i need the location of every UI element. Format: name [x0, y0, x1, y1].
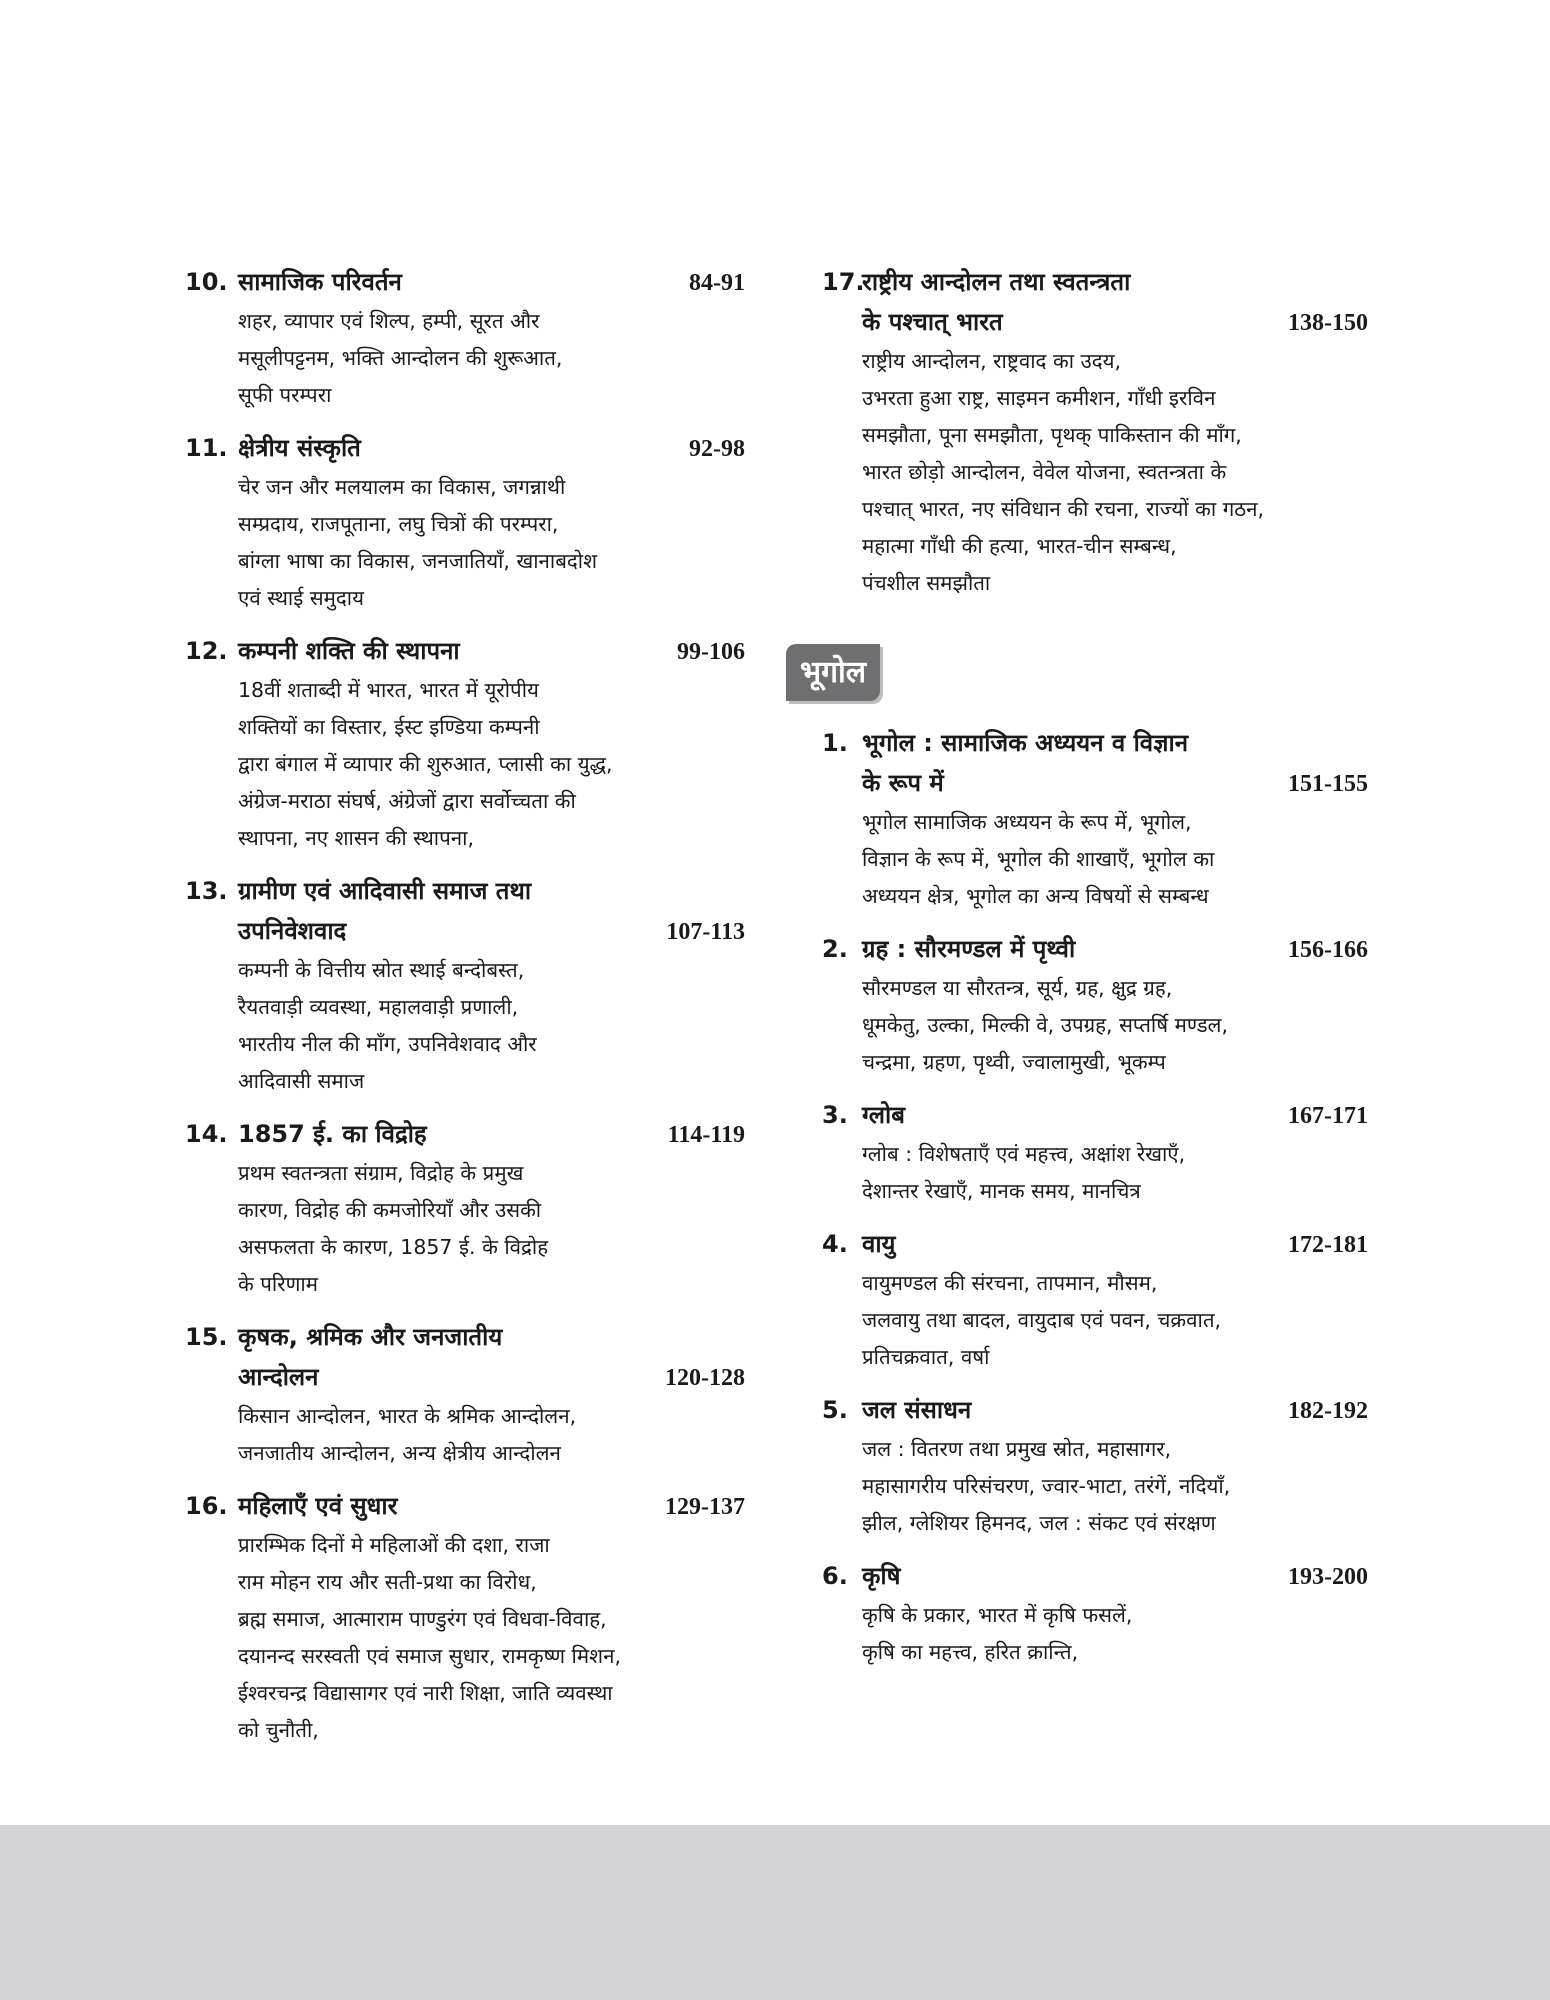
- topics-line: पंचशील समझौता: [862, 571, 991, 595]
- chapter-title: [862, 723, 1368, 804]
- topics-line: महात्मा गाँधी की हत्या, भारत-चीन सम्बन्ध,: [862, 534, 1177, 558]
- topics-line: पश्चात् भारत, नए संविधान की रचना, राज्यों का गठन,: [862, 497, 1265, 521]
- footer-band: [0, 1825, 1550, 2000]
- chapter-topics: [862, 1431, 1368, 1542]
- chapter-title-line: [862, 262, 1368, 302]
- page-range: 120-128: [665, 1365, 745, 1391]
- toc-entry-heading: [185, 1317, 745, 1398]
- topics-line: दयानन्द सरस्वती एवं समाज सुधार, रामकृष्ण मिशन,: [238, 1644, 621, 1668]
- chapter-title-text: भूगोल : सामाजिक अध्ययन व विज्ञान: [862, 729, 1189, 757]
- topics-line: कृषि के प्रकार, भारत में कृषि फसलें,: [862, 1603, 1133, 1627]
- topics-line: ईश्वरचन्द्र विद्यासागर एवं नारी शिक्षा, जाति व्यवस्था: [238, 1681, 613, 1705]
- chapter-title-text: के रूप में: [862, 769, 944, 797]
- chapter-number: 10.: [185, 268, 228, 296]
- chapter-topics: [238, 303, 745, 414]
- page-range: 138-150: [1288, 310, 1368, 336]
- toc-entry-heading: [808, 1390, 1368, 1431]
- page-range: 167-171: [1288, 1103, 1368, 1129]
- chapter-title-text: राष्ट्रीय आन्दोलन तथा स्वतन्त्रता: [862, 268, 1131, 296]
- toc-entry-heading: [808, 1556, 1368, 1597]
- chapter-title-text: महिलाएँ एवं सुधार: [238, 1492, 398, 1520]
- chapter-title: [238, 1486, 745, 1527]
- chapter-number: 11.: [185, 434, 228, 462]
- topics-line: स्थापना, नए शासन की स्थापना,: [238, 826, 474, 850]
- chapter-title-line: [862, 723, 1368, 763]
- chapter-topics: [238, 1155, 745, 1303]
- toc-entry: [808, 929, 1368, 1081]
- topics-line: शहर, व्यापार एवं शिल्प, हम्पी, सूरत और: [238, 309, 540, 333]
- contents-right-column: [800, 262, 1368, 1685]
- chapter-topics: [862, 970, 1368, 1081]
- topics-line: चेर जन और मलयालम का विकास, जगन्नाथी: [238, 475, 566, 499]
- chapter-title-text: 1857 ई. का विद्रोह: [238, 1120, 427, 1148]
- chapter-title: [238, 428, 745, 469]
- chapter-title-line: [862, 929, 1368, 970]
- page-range: 84-91: [689, 270, 745, 296]
- topics-line: जनजातीय आन्दोलन, अन्य क्षेत्रीय आन्दोलन: [238, 1441, 561, 1465]
- topics-line: महासागरीय परिसंचरण, ज्वार-भाटा, तरंगें, नदियाँ,: [862, 1474, 1231, 1498]
- contents-left-column: [185, 262, 745, 1763]
- chapter-title-text: ग्लोब: [862, 1101, 905, 1129]
- topics-line: उभरता हुआ राष्ट्र, साइमन कमीशन, गाँधी इरविन: [862, 386, 1216, 410]
- toc-entry: [808, 1224, 1368, 1376]
- topics-line: असफलता के कारण, 1857 ई. के विद्रोह: [238, 1235, 549, 1259]
- chapter-title-line: [238, 871, 745, 911]
- chapter-number: 16.: [185, 1492, 228, 1520]
- topics-line: भारत छोड़ो आन्दोलन, वेवेल योजना, स्वतन्त्रता के: [862, 460, 1227, 484]
- chapter-title-line: [238, 428, 745, 469]
- page-range: 107-113: [666, 919, 745, 945]
- chapter-title: [862, 929, 1368, 970]
- topics-line: द्वारा बंगाल में व्यापार की शुरुआत, प्लासी का युद्ध,: [238, 752, 613, 776]
- chapter-number: 2.: [822, 935, 848, 963]
- chapter-title-line: [862, 1095, 1368, 1136]
- chapter-title-line: [238, 1357, 745, 1398]
- chapter-topics: [862, 343, 1368, 602]
- section-heading-geography: भूगोल: [786, 644, 880, 701]
- toc-entry: [185, 631, 745, 857]
- topics-line: देशान्तर रेखाएँ, मानक समय, मानचित्र: [862, 1179, 1141, 1203]
- chapter-number: 14.: [185, 1120, 228, 1148]
- toc-entry: [808, 1556, 1368, 1671]
- topics-line: सम्प्रदाय, राजपूताना, लघु चित्रों की परम्परा,: [238, 512, 559, 536]
- chapter-title-text: के पश्चात् भारत: [862, 308, 1003, 336]
- chapter-topics: [238, 672, 745, 857]
- chapter-topics: [862, 1136, 1368, 1210]
- page-range: 193-200: [1288, 1564, 1368, 1590]
- toc-entry: [808, 1390, 1368, 1542]
- page-range: 129-137: [665, 1494, 745, 1520]
- page-range: 92-98: [689, 436, 745, 462]
- chapter-title-text: ग्रह : सौरमण्डल में पृथ्वी: [862, 935, 1076, 963]
- chapter-title-text: कृषक, श्रमिक और जनजातीय: [238, 1323, 503, 1351]
- chapter-number: 6.: [822, 1562, 848, 1590]
- chapter-title-line: [862, 763, 1368, 804]
- chapter-number: 5.: [822, 1396, 848, 1424]
- topics-line: रैयतवाड़ी व्यवस्था, महालवाड़ी प्रणाली,: [238, 995, 519, 1019]
- toc-entry: [185, 871, 745, 1100]
- chapter-title-text: ग्रामीण एवं आदिवासी समाज तथा: [238, 877, 532, 905]
- toc-entry-heading: [185, 1486, 745, 1527]
- toc-entry: [185, 262, 745, 414]
- chapter-title-line: [238, 911, 745, 952]
- topics-line: एवं स्थाई समुदाय: [238, 586, 365, 610]
- topics-line: राष्ट्रीय आन्दोलन, राष्ट्रवाद का उदय,: [862, 349, 1122, 373]
- chapter-topics: [238, 952, 745, 1100]
- chapter-title: [238, 262, 745, 303]
- history-continued-list: [808, 262, 1368, 602]
- chapter-title-line: [238, 1486, 745, 1527]
- toc-entry: [185, 1114, 745, 1303]
- topics-line: समझौता, पूना समझौता, पृथक् पाकिस्तान की माँग,: [862, 423, 1242, 447]
- chapter-topics: [862, 804, 1368, 915]
- page-range: 151-155: [1288, 771, 1368, 797]
- toc-entry-heading: [185, 262, 745, 303]
- chapter-title-text: वायु: [862, 1230, 896, 1258]
- topics-line: सूफी परम्परा: [238, 383, 332, 407]
- topics-line: 18वीं शताब्दी में भारत, भारत में यूरोपीय: [238, 678, 539, 702]
- toc-entry-heading: [185, 1114, 745, 1155]
- chapter-topics: [862, 1265, 1368, 1376]
- chapter-title: [862, 1224, 1368, 1265]
- chapter-topics: [862, 1597, 1368, 1671]
- topics-line: धूमकेतु, उल्का, मिल्की वे, उपग्रह, सप्तर्षि मण्डल,: [862, 1013, 1228, 1037]
- chapter-number: 1.: [822, 729, 848, 757]
- chapter-title-text: उपनिवेशवाद: [238, 917, 347, 945]
- topics-line: झील, ग्लेशियर हिमनद, जल : संकट एवं संरक्षण: [862, 1511, 1216, 1535]
- topics-line: किसान आन्दोलन, भारत के श्रमिक आन्दोलन,: [238, 1404, 577, 1428]
- chapter-title: [238, 631, 745, 672]
- topics-line: भारतीय नील की माँग, उपनिवेशवाद और: [238, 1032, 537, 1056]
- chapter-title-line: [862, 1390, 1368, 1431]
- page-range: 156-166: [1288, 937, 1368, 963]
- topics-line: सौरमण्डल या सौरतन्त्र, सूर्य, ग्रह, क्षुद्र ग्रह,: [862, 976, 1173, 1000]
- topics-line: राम मोहन राय और सती-प्रथा का विरोध,: [238, 1570, 537, 1594]
- chapter-title: [238, 871, 745, 952]
- topics-line: आदिवासी समाज: [238, 1069, 365, 1093]
- topics-line: अध्ययन क्षेत्र, भूगोल का अन्य विषयों से सम्बन्ध: [862, 884, 1209, 908]
- topics-line: जलवायु तथा बादल, वायुदाब एवं पवन, चक्रवात,: [862, 1308, 1222, 1332]
- topics-line: बांग्ला भाषा का विकास, जनजातियाँ, खानाबदोश: [238, 549, 598, 573]
- topics-line: के परिणाम: [238, 1272, 318, 1296]
- chapter-title: [862, 262, 1368, 343]
- toc-entry: [185, 1486, 745, 1749]
- toc-entry: [808, 1095, 1368, 1210]
- chapter-number: 13.: [185, 877, 228, 905]
- chapter-topics: [238, 1527, 745, 1749]
- topics-line: प्रारम्भिक दिनों मे महिलाओं की दशा, राजा: [238, 1533, 550, 1557]
- chapter-title-text: सामाजिक परिवर्तन: [238, 268, 402, 296]
- toc-entry-heading: [808, 1224, 1368, 1265]
- chapter-title-line: [238, 1317, 745, 1357]
- toc-entry-heading: [185, 428, 745, 469]
- toc-entry: [808, 723, 1368, 915]
- topics-line: शक्तियों का विस्तार, ईस्ट इण्डिया कम्पनी: [238, 715, 540, 739]
- chapter-topics: [238, 469, 745, 617]
- chapter-number: 3.: [822, 1101, 848, 1129]
- chapter-title-text: जल संसाधन: [862, 1396, 972, 1424]
- chapter-title: [862, 1390, 1368, 1431]
- topics-line: कृषि का महत्त्व, हरित क्रान्ति,: [862, 1640, 1079, 1664]
- toc-entry-heading: [185, 631, 745, 672]
- page-range: 172-181: [1288, 1232, 1368, 1258]
- chapter-title: [862, 1556, 1368, 1597]
- chapter-number: 4.: [822, 1230, 848, 1258]
- toc-entry-heading: [808, 929, 1368, 970]
- chapter-title: [862, 1095, 1368, 1136]
- toc-entry: [808, 262, 1368, 602]
- chapter-title-line: [238, 631, 745, 672]
- toc-entry-heading: [808, 1095, 1368, 1136]
- topics-line: प्रथम स्वतन्त्रता संग्राम, विद्रोह के प्रमुख: [238, 1161, 524, 1185]
- page-range: 182-192: [1288, 1398, 1368, 1424]
- chapter-number: 15.: [185, 1323, 228, 1351]
- chapter-number: 17.: [822, 268, 865, 296]
- chapter-title-line: [238, 1114, 745, 1155]
- chapter-title: [238, 1317, 745, 1398]
- toc-entry-heading: [808, 723, 1368, 804]
- chapter-topics: [238, 1398, 745, 1472]
- topics-line: विज्ञान के रूप में, भूगोल की शाखाएँ, भूगोल का: [862, 847, 1215, 871]
- chapter-title-text: आन्दोलन: [238, 1363, 319, 1391]
- geography-list: [808, 723, 1368, 1671]
- chapter-title-line: [862, 1224, 1368, 1265]
- toc-entry: [185, 1317, 745, 1472]
- chapter-number: 12.: [185, 637, 228, 665]
- topics-line: भूगोल सामाजिक अध्ययन के रूप में, भूगोल,: [862, 810, 1192, 834]
- page-range: 99-106: [677, 639, 745, 665]
- toc-entry: [185, 428, 745, 617]
- topics-line: कारण, विद्रोह की कमजोरियाँ और उसकी: [238, 1198, 542, 1222]
- chapter-title-line: [862, 302, 1368, 343]
- chapter-title-text: कृषि: [862, 1562, 901, 1590]
- topics-line: कम्पनी के वित्तीय स्रोत स्थाई बन्दोबस्त,: [238, 958, 525, 982]
- topics-line: ब्रह्म समाज, आत्माराम पाण्डुरंग एवं विधवा-विवाह,: [238, 1607, 607, 1631]
- chapter-title-line: [862, 1556, 1368, 1597]
- topics-line: वायुमण्डल की संरचना, तापमान, मौसम,: [862, 1271, 1158, 1295]
- topics-line: चन्द्रमा, ग्रहण, पृथ्वी, ज्वालामुखी, भूकम्प: [862, 1050, 1166, 1074]
- topics-line: मसूलीपट्टनम, भक्ति आन्दोलन की शुरूआत,: [238, 346, 563, 370]
- toc-entry-heading: [185, 871, 745, 952]
- toc-entry-heading: [808, 262, 1368, 343]
- topics-line: अंग्रेज-मराठा संघर्ष, अंग्रेजों द्वारा सर्वोच्चता की: [238, 789, 576, 813]
- chapter-title-line: [238, 262, 745, 303]
- topics-line: ग्लोब : विशेषताएँ एवं महत्त्व, अक्षांश रेखाएँ,: [862, 1142, 1186, 1166]
- topics-line: प्रतिचक्रवात, वर्षा: [862, 1345, 990, 1369]
- chapter-title-text: कम्पनी शक्ति की स्थापना: [238, 637, 460, 665]
- chapter-title-text: क्षेत्रीय संस्कृति: [238, 434, 361, 462]
- page-range: 114-119: [667, 1122, 745, 1148]
- topics-line: को चुनौती,: [238, 1718, 319, 1742]
- chapter-title: [238, 1114, 745, 1155]
- topics-line: जल : वितरण तथा प्रमुख स्रोत, महासागर,: [862, 1437, 1172, 1461]
